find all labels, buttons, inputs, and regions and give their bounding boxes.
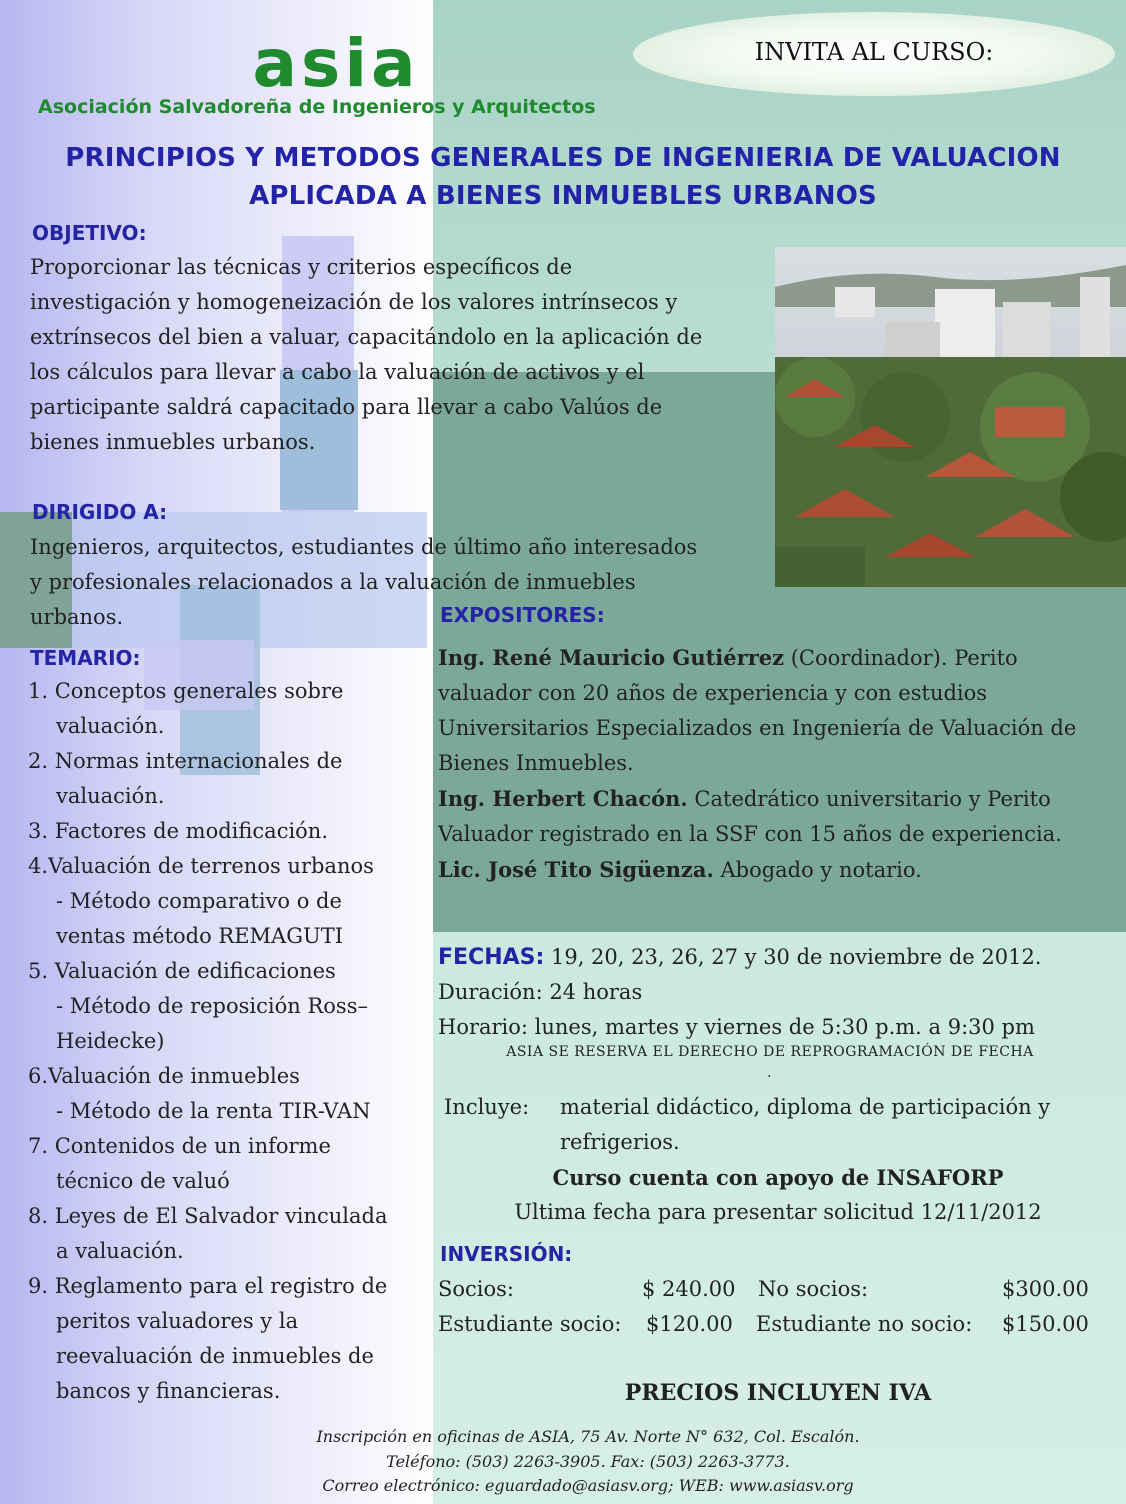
expositor-desc: (Coordinador). Perito valuador con 20 años de experiencia y con estudios Universitarios Especializados en Ingeniería de Valuación de Bienes Inmuebles. [438, 646, 1077, 775]
objetivo-line: participante saldrá capacitado para llevar a cabo Valúos de [30, 395, 663, 419]
no-socios-price: $300.00 [1002, 1277, 1089, 1301]
objetivo-line: los cálculos para llevar a cabo la valuación de activos y el [30, 360, 645, 384]
temario-line: 5. Valuación de edificaciones [28, 959, 336, 983]
course-title-line2: APLICADA A BIENES INMUEBLES URBANOS [249, 181, 877, 211]
dirigido-text [30, 530, 775, 635]
temario-line: - Método comparativo o de [56, 889, 342, 913]
temario-line: Heidecke) [56, 1029, 165, 1053]
estudiante-no-socio-price: $150.00 [1002, 1312, 1089, 1336]
course-title-line1: PRINCIPIOS Y METODOS GENERALES DE INGENIERIA DE VALUACION [65, 143, 1061, 173]
svg-text:asia: asia [252, 36, 420, 92]
reserva-dot: . [767, 1065, 772, 1081]
iva-note: PRECIOS INCLUYEN IVA [624, 1380, 932, 1406]
objetivo-line: bienes inmuebles urbanos. [30, 430, 316, 454]
socios-label: Socios: [438, 1277, 515, 1301]
temario-line: - Método de reposición Ross– [56, 994, 368, 1018]
duracion-line: Duración: 24 horas [438, 980, 643, 1004]
ultima-fecha: Ultima fecha para presentar solicitud 12/11/2012 [514, 1200, 1042, 1224]
invite-text: INVITA AL CURSO: [754, 38, 994, 66]
city-photo [775, 247, 1126, 587]
fechas-label: FECHAS: [438, 945, 545, 970]
fechas-value: 19, 20, 23, 26, 27 y 30 de noviembre de 2012. [544, 945, 1042, 969]
footer-address: Inscripción en oficinas de ASIA, 75 Av. Norte N° 632, Col. Escalón. [316, 1427, 860, 1446]
no-socios-label: No socios: [758, 1277, 869, 1301]
dirigido-line: urbanos. [30, 605, 124, 629]
expositor-name: Ing. Herbert Chacón. [438, 786, 688, 811]
expositor-name: Lic. José Tito Sigüenza. [438, 857, 714, 882]
temario-line: - Método de la renta TIR-VAN [56, 1099, 371, 1123]
footer-phone: Teléfono: (503) 2263-3905. Fax: (503) 2263-3773. [386, 1452, 790, 1471]
estudiante-socio-label: Estudiante socio: [438, 1312, 622, 1336]
temario-line: 6.Valuación de inmuebles [28, 1064, 300, 1088]
temario-line: a valuación. [56, 1239, 184, 1263]
expositores-heading: EXPOSITORES: [440, 603, 605, 627]
temario-line: técnico de valuó [56, 1169, 230, 1193]
objetivo-text [30, 250, 775, 460]
temario-line: bancos y financieras. [56, 1379, 281, 1403]
estudiante-socio-price: $120.00 [646, 1312, 733, 1336]
temario-line: ventas método REMAGUTI [56, 924, 343, 948]
temario-line: 7. Contenidos de un informe [28, 1134, 331, 1158]
inversion-heading: INVERSIÓN: [440, 1242, 573, 1266]
temario-line: 2. Normas internacionales de [28, 749, 343, 773]
temario-heading: TEMARIO: [30, 646, 141, 670]
fechas-line [438, 940, 1118, 975]
expositor-desc: Catedrático universitario y Perito Valuador registrado en la SSF con 15 años de experiencia. [438, 787, 1062, 846]
objetivo-line: investigación y homogeneización de los valores intrínsecos y [30, 290, 678, 314]
expositores-text [438, 640, 1108, 888]
expositor-desc: Abogado y notario. [713, 858, 922, 882]
incluye-label: Incluye: [444, 1095, 530, 1119]
incluye-value: material didáctico, diploma de participación y refrigerios. [560, 1095, 1051, 1154]
footer-email: Correo electrónico: eguardado@asiasv.org; WEB: www.asiasv.org [322, 1476, 854, 1495]
temario-list [28, 674, 433, 1409]
expositor-1 [438, 640, 1108, 781]
temario-line: reevaluación de inmuebles de [56, 1344, 374, 1368]
horario-line: Horario: lunes, martes y viernes de 5:30 p.m. a 9:30 pm [438, 1015, 1035, 1039]
dirigido-line: y profesionales relacionados a la valuación de inmuebles [30, 570, 636, 594]
expositor-2 [438, 781, 1108, 852]
expositor-3 [438, 852, 1108, 888]
dirigido-heading: DIRIGIDO A: [32, 500, 168, 524]
objetivo-heading: OBJETIVO: [32, 221, 147, 245]
temario-line: valuación. [56, 784, 165, 808]
objetivo-line: extrínsecos del bien a valuar, capacitándolo en la aplicación de [30, 325, 703, 349]
temario-line: valuación. [56, 714, 165, 738]
dirigido-line: Ingenieros, arquitectos, estudiantes de último año interesados [30, 535, 698, 559]
temario-line: 9. Reglamento para el registro de [28, 1274, 388, 1298]
fechas-block [438, 940, 1118, 1045]
organization-name: Asociación Salvadoreña de Ingenieros y Arquitectos [38, 96, 596, 118]
estudiante-no-socio-label: Estudiante no socio: [756, 1312, 973, 1336]
insaforp-note: Curso cuenta con apoyo de INSAFORP [552, 1165, 1004, 1190]
temario-line: 1. Conceptos generales sobre [28, 679, 344, 703]
asia-logo [208, 36, 464, 92]
temario-line: 8. Leyes de El Salvador vinculada [28, 1204, 388, 1228]
objetivo-line: Proporcionar las técnicas y criterios específicos de [30, 255, 573, 279]
expositor-name: Ing. René Mauricio Gutiérrez [438, 645, 785, 670]
reserva-note: ASIA SE RESERVA EL DERECHO DE REPROGRAMACIÓN DE FECHA [506, 1044, 1034, 1060]
temario-line: 4.Valuación de terrenos urbanos [28, 854, 374, 878]
temario-line: 3. Factores de modificación. [28, 819, 329, 843]
socios-price: $ 240.00 [642, 1277, 736, 1301]
temario-line: peritos valuadores y la [56, 1309, 299, 1333]
